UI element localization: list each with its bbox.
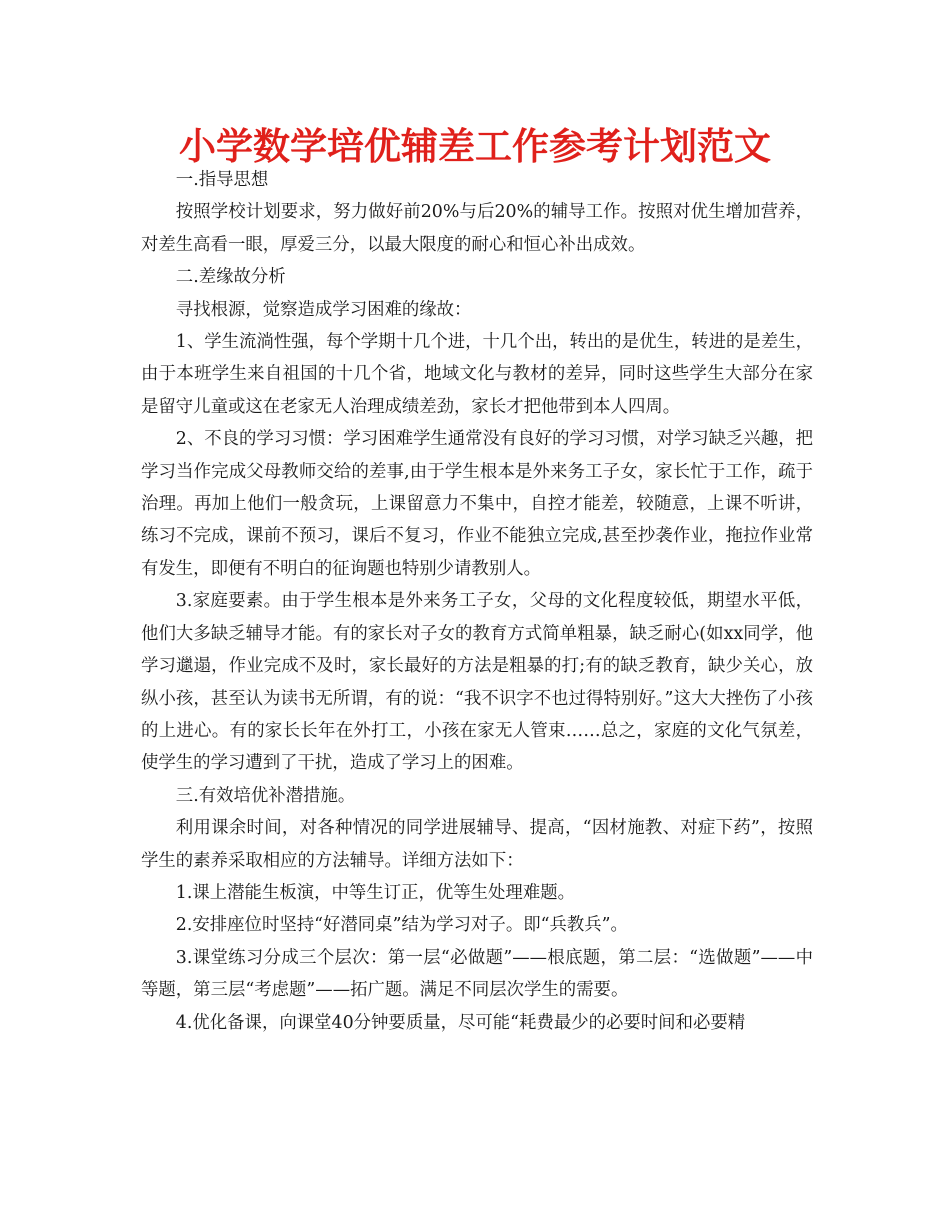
list-item: 2.安排座位时坚持“好潜同桌”结为学习对子。即“兵教兵”。 <box>175 915 628 936</box>
paragraph: 2、不良的学习习惯：学习困难学生通常没有良好的学习习惯，对学习缺乏兴趣，把学习当作完成父母教师交给的差事,由于学生根本是外来务工子女，家长忙于工作，疏于治理。再加上他们一般贪玩，上课留意力不集中，自控才能差，较随意，上课不听讲，练习不完成，课前不预习，课后不复习，作业不能独立完成,甚至抄袭作业，拖拉作业常有发生，即便有不明白的征询题也特别少请教别人。 <box>141 429 813 579</box>
paragraph: 3.家庭要素。由于学生根本是外来务工子女，父母的文化程度较低，期望水平低，他们大多缺乏辅导才能。有的家长对子女的教育方式简单粗暴，缺乏耐心(如xx同学，他学习邋遢，作业完成不及时，家长最好的方法是粗暴的打;有的缺乏教育，缺少关心，放纵小孩，甚至认为读书无所谓，有的说：“我不识字不也过得特别好。”这大大挫伤了小孩的上进心。有的家长长年在外打工，小孩在家无人管束……总之，家庭的文化气氛差，使学生的学习遭到了干扰，造成了学习上的困难。 <box>141 591 813 774</box>
paragraph: 寻找根源，觉察造成学习困难的缘故： <box>175 299 472 320</box>
document-body <box>141 164 813 1039</box>
list-item: 3.课堂练习分成三个层次：第一层“必做题”——根底题，第二层：“选做题”——中等题，第三层“考虑题”——拓广题。满足不同层次学生的需要。 <box>141 947 813 1001</box>
heading-measures: 三.有效培优补潜措施。 <box>175 785 356 806</box>
document-title: 小学数学培优辅差工作参考计划范文 <box>179 125 771 168</box>
paragraph: 按照学校计划要求，努力做好前20%与后20%的辅导工作。按照对优生增加营养，对差生高看一眼，厚爱三分，以最大限度的耐心和恒心补出成效。 <box>141 202 813 255</box>
paragraph: 利用课余时间，对各种情况的同学进展辅导、提高，“因材施教、对症下药”，按照学生的素养采取相应的方法辅导。详细方法如下： <box>141 818 813 871</box>
heading-guiding-ideology: 一.指导思想 <box>175 170 269 190</box>
list-item: 4.优化备课，向课堂40分钟要质量，尽可能“耗费最少的必要时间和必要精 <box>175 1012 746 1033</box>
paragraph: 1、学生流淌性强，每个学期十几个进，十几个出，转出的是优生，转进的是差生，由于本班学生来自祖国的十几个省，地域文化与教材的差异，同时这些学生大部分在家是留守儿童或这在老家无人治理成绩差劲，家长才把他带到本人四周。 <box>141 332 813 417</box>
list-item: 1.课上潜能生板演，中等生订正，优等生处理难题。 <box>175 882 575 903</box>
heading-reason-analysis: 二.差缘故分析 <box>175 267 286 288</box>
